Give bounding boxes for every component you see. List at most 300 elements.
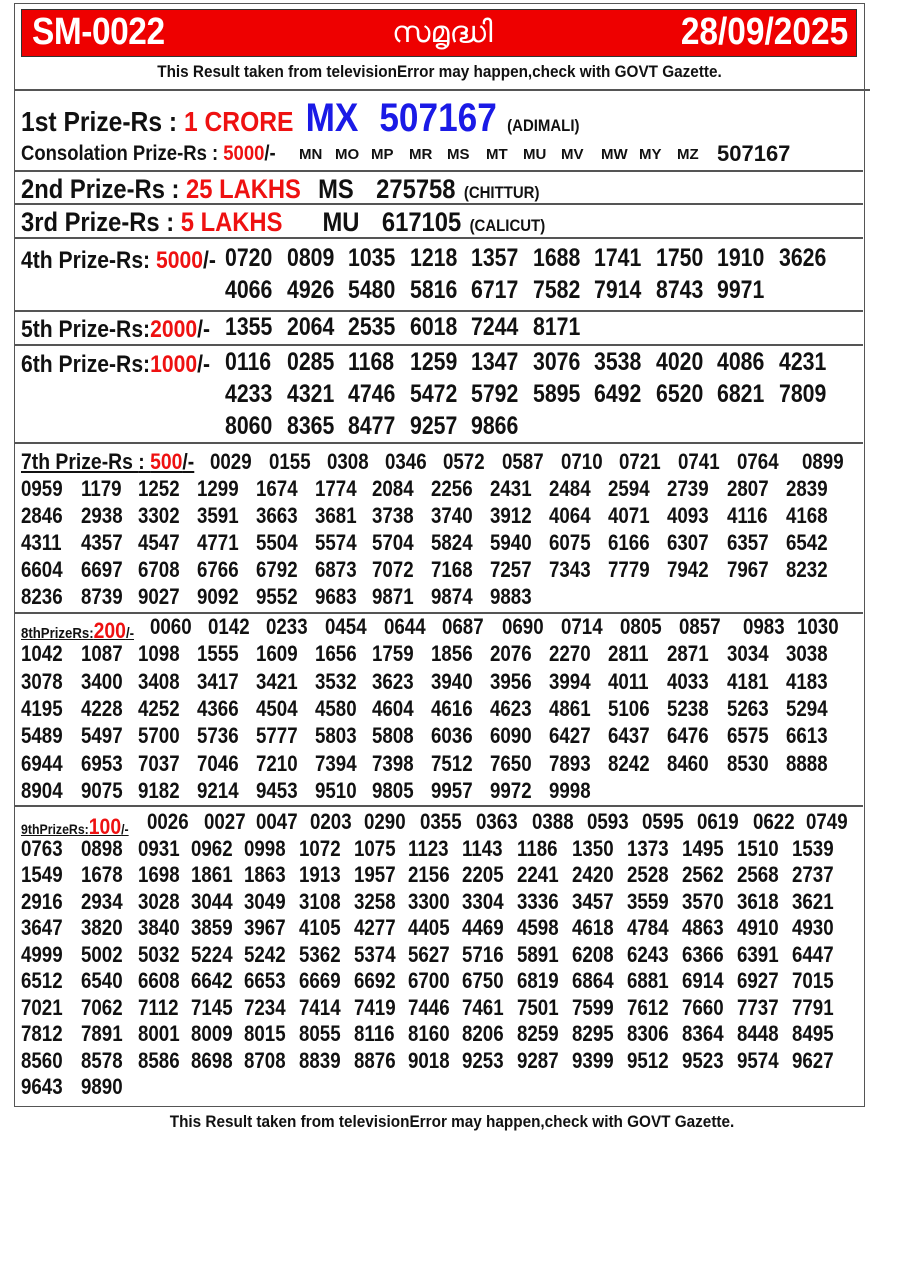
- prize-number: 3859: [191, 915, 233, 940]
- prize-number: 2839: [786, 476, 828, 501]
- prize-number: 5472: [409, 380, 457, 408]
- prize-number: 3532: [315, 668, 357, 694]
- prize-number: 0998: [244, 835, 286, 861]
- prize-number: 6018: [409, 313, 457, 341]
- prize-number: 7914: [594, 276, 642, 304]
- prize-number: 3591: [197, 503, 239, 528]
- prize-number: 1774: [315, 476, 357, 501]
- prize-number: 0721: [619, 449, 661, 474]
- prize-number: 2528: [627, 862, 669, 887]
- prize-number: 9871: [372, 584, 414, 609]
- prize-number: 3304: [462, 888, 504, 914]
- consolation-series: MY: [639, 146, 662, 163]
- prize-number: 6542: [786, 530, 828, 555]
- second-prize-label: 2nd Prize-Rs :: [21, 174, 187, 204]
- prize-number: 5504: [256, 530, 298, 555]
- prize-number: 4616: [431, 695, 473, 721]
- consolation-series: MW: [601, 146, 628, 163]
- consolation-label: Consolation Prize-Rs :: [21, 142, 224, 165]
- sixth-prize-label: 6th Prize-Rs:: [21, 351, 151, 378]
- prize-number: 6090: [490, 723, 532, 749]
- prize-number: 4366: [197, 695, 239, 721]
- prize-number: 7021: [21, 994, 63, 1020]
- consolation-series: MR: [409, 146, 433, 163]
- third-prize-label: 3rd Prize-Rs :: [21, 207, 181, 237]
- prize-number: 7419: [354, 994, 396, 1020]
- prize-number: 5497: [81, 723, 123, 749]
- prize-number: 8001: [138, 1021, 180, 1046]
- prize-number: 7779: [608, 557, 650, 582]
- prize-number: 9253: [462, 1047, 504, 1073]
- prize-number: 6750: [462, 968, 504, 993]
- prize-number: 6692: [354, 968, 396, 993]
- prize-number: 6366: [682, 941, 724, 967]
- prize-number: 3034: [727, 641, 769, 667]
- prize-number: 4405: [408, 915, 450, 940]
- prize-number: 1218: [409, 244, 457, 272]
- prize-number: 2431: [490, 476, 532, 501]
- prize-number: 0047: [256, 809, 298, 834]
- prize-number: 0857: [679, 614, 721, 639]
- prize-number: 6166: [608, 530, 650, 555]
- prize-number: 2241: [517, 862, 559, 887]
- prize-number: 4086: [717, 348, 765, 376]
- prize-number: 1350: [572, 835, 614, 861]
- prize-number: 4011: [608, 668, 649, 694]
- prize-number: 2871: [667, 641, 709, 667]
- first-prize-row: [21, 96, 656, 141]
- prize-number: 3300: [408, 888, 450, 914]
- prize-number: 1035: [348, 244, 396, 272]
- prize-number: 9866: [471, 412, 519, 440]
- prize-number: 8295: [572, 1021, 614, 1046]
- ninth-prize-amount: 100: [88, 814, 122, 839]
- prize-number: 8242: [608, 750, 650, 776]
- prize-number: 1042: [21, 641, 63, 667]
- prize-number: 2064: [286, 313, 334, 341]
- disclaimer-bottom: This Result taken from televisionError may happen,check with GOVT Gazette.: [169, 1112, 735, 1131]
- second-prize-number: 275758: [376, 174, 456, 204]
- prize-number: 0026: [147, 809, 189, 834]
- third-prize-row: [21, 207, 617, 238]
- prize-number: 5002: [81, 941, 123, 967]
- prize-number: 6492: [594, 380, 642, 408]
- prize-number: 1143: [462, 835, 503, 861]
- prize-number: 1910: [717, 244, 765, 272]
- prize-number: 8460: [667, 750, 709, 776]
- prize-number: 4999: [21, 941, 63, 967]
- draw-code: SM-0022: [32, 11, 165, 53]
- prize-number: 0363: [476, 809, 518, 834]
- prize-number: 8015: [244, 1021, 286, 1046]
- prize-number: 9214: [197, 777, 239, 803]
- consolation-series: MN: [299, 146, 323, 163]
- prize-number: 2737: [792, 862, 834, 887]
- prize-number: 9890: [81, 1074, 123, 1099]
- prize-number: 9627: [792, 1047, 834, 1073]
- prize-number: 5891: [517, 941, 559, 967]
- sixth-prize-label-row: [21, 351, 236, 379]
- prize-number: 9018: [408, 1047, 450, 1073]
- prize-number: 1186: [517, 835, 558, 861]
- prize-number: 4623: [490, 695, 532, 721]
- prize-number: 5238: [667, 695, 709, 721]
- prize-number: 6520: [655, 380, 703, 408]
- divider: [15, 170, 863, 172]
- prize-number: 4233: [225, 380, 273, 408]
- prize-number: 6953: [81, 750, 123, 776]
- prize-number: 5777: [256, 723, 298, 749]
- prize-number: 4321: [286, 380, 334, 408]
- prize-number: 3302: [138, 503, 180, 528]
- prize-number: 4105: [299, 915, 341, 940]
- prize-number: 6914: [682, 968, 724, 993]
- prize-number: 2256: [431, 476, 473, 501]
- prize-number: 5106: [608, 695, 650, 721]
- prize-number: 4746: [348, 380, 396, 408]
- prize-number: 4277: [354, 915, 396, 940]
- prize-number: 3967: [244, 915, 286, 940]
- prize-number: 3940: [431, 668, 473, 694]
- prize-number: 2076: [490, 641, 532, 667]
- divider: [15, 612, 863, 614]
- prize-number: 2084: [372, 476, 414, 501]
- prize-number: 1299: [197, 476, 239, 501]
- prize-number: 2484: [549, 476, 591, 501]
- prize-number: 8365: [286, 412, 334, 440]
- prize-number: 1168: [348, 348, 395, 376]
- prize-number: 1030: [797, 614, 839, 639]
- prize-number: 3078: [21, 668, 63, 694]
- prize-number: 4357: [81, 530, 123, 555]
- third-prize-amount: 5 LAKHS: [180, 207, 283, 237]
- prize-number: 0285: [286, 348, 334, 376]
- prize-number: 8236: [21, 584, 63, 609]
- prize-number: 4469: [462, 915, 504, 940]
- prize-number: 4181: [727, 668, 769, 694]
- prize-number: 5489: [21, 723, 63, 749]
- prize-number: 0203: [310, 809, 352, 834]
- prize-number: 5803: [315, 723, 357, 749]
- prize-number: 5224: [191, 941, 233, 967]
- first-prize-number: 507167: [379, 96, 497, 140]
- prize-number: 3912: [490, 503, 532, 528]
- prize-number: 1098: [138, 641, 180, 667]
- prize-number: 7210: [256, 750, 298, 776]
- prize-number: 4771: [197, 530, 239, 555]
- prize-number: 8708: [244, 1047, 286, 1073]
- prize-number: 7501: [517, 994, 559, 1020]
- eighth-prize-amount: 200: [93, 618, 126, 643]
- prize-number: 1656: [315, 641, 357, 667]
- prize-number: 8560: [21, 1047, 63, 1073]
- prize-number: 2739: [667, 476, 709, 501]
- prize-number: 1609: [256, 641, 298, 667]
- prize-number: 6944: [21, 750, 63, 776]
- prize-number: 3028: [138, 888, 180, 914]
- prize-number: 3820: [81, 915, 123, 940]
- prize-number: 6708: [138, 557, 180, 582]
- prize-number: 8232: [786, 557, 828, 582]
- seventh-prize-amount: 500: [150, 449, 183, 474]
- prize-number: 5808: [372, 723, 414, 749]
- prize-number: 7809: [778, 380, 826, 408]
- prize-number: 1357: [471, 244, 519, 272]
- eighth-prize-label-row: [21, 618, 149, 644]
- prize-number: 6613: [786, 723, 828, 749]
- prize-number: 6819: [517, 968, 559, 993]
- prize-number: 6697: [81, 557, 123, 582]
- prize-number: 9523: [682, 1047, 724, 1073]
- prize-number: 6717: [471, 276, 519, 304]
- prize-number: 8904: [21, 777, 63, 803]
- prize-number: 8530: [727, 750, 769, 776]
- third-prize-series: MU: [322, 207, 360, 237]
- prize-number: 0619: [697, 809, 739, 834]
- prize-number: 1252: [138, 476, 180, 501]
- prize-number: 1495: [682, 835, 724, 861]
- consolation-series: MT: [486, 146, 508, 163]
- prize-number: 8578: [81, 1047, 123, 1073]
- prize-number: 4168: [786, 503, 828, 528]
- prize-number: 7791: [792, 994, 834, 1020]
- divider: [15, 344, 863, 346]
- prize-number: 7461: [462, 994, 504, 1020]
- prize-number: 6075: [549, 530, 591, 555]
- prize-number: 0983: [743, 614, 785, 639]
- prize-number: 8586: [138, 1047, 180, 1073]
- prize-number: 0714: [561, 614, 603, 639]
- prize-number: 6307: [667, 530, 709, 555]
- prize-number: 0899: [802, 449, 844, 474]
- prize-number: 2934: [81, 888, 123, 914]
- consolation-number: 507167: [717, 141, 791, 166]
- prize-number: 8160: [408, 1021, 450, 1046]
- prize-number: 3258: [354, 888, 396, 914]
- prize-number: 7942: [667, 557, 709, 582]
- prize-number: 6575: [727, 723, 769, 749]
- prize-number: 2270: [549, 641, 591, 667]
- prize-number: 1539: [792, 835, 834, 861]
- prize-number: 8306: [627, 1021, 669, 1046]
- prize-number: 4311: [21, 530, 62, 555]
- prize-number: 5816: [409, 276, 457, 304]
- prize-number: 1373: [627, 835, 669, 861]
- prize-number: 3408: [138, 668, 180, 694]
- eighth-prize-suffix: /-: [125, 625, 135, 642]
- header-banner: [21, 9, 857, 57]
- prize-number: 9805: [372, 777, 414, 803]
- prize-number: 7244: [471, 313, 519, 341]
- prize-number: 8739: [81, 584, 123, 609]
- prize-number: 2594: [608, 476, 650, 501]
- prize-number: 4020: [655, 348, 703, 376]
- first-prize-amount: 1 CRORE: [183, 106, 294, 137]
- prize-number: 0355: [420, 809, 462, 834]
- prize-number: 3621: [792, 888, 834, 914]
- prize-number: 6447: [792, 941, 834, 967]
- prize-number: 1759: [372, 641, 414, 667]
- prize-number: 0060: [150, 614, 192, 639]
- prize-number: 4228: [81, 695, 123, 721]
- prize-number: 8259: [517, 1021, 559, 1046]
- prize-number: 0644: [384, 614, 426, 639]
- prize-number: 5374: [354, 941, 396, 967]
- prize-number: 9453: [256, 777, 298, 803]
- prize-number: 7046: [197, 750, 239, 776]
- prize-number: 9972: [490, 777, 532, 803]
- prize-number: 0290: [364, 809, 406, 834]
- prize-number: 0454: [325, 614, 367, 639]
- fourth-prize-suffix: /-: [202, 247, 216, 274]
- prize-number: 9092: [197, 584, 239, 609]
- prize-number: 9257: [409, 412, 457, 440]
- prize-number: 8116: [354, 1021, 395, 1046]
- consolation-series: MV: [561, 146, 584, 163]
- prize-number: 7512: [431, 750, 473, 776]
- prize-number: 3076: [532, 348, 580, 376]
- lottery-name: സമൃദ്ധി: [392, 16, 493, 49]
- prize-number: 1750: [655, 244, 703, 272]
- prize-number: 3647: [21, 915, 63, 940]
- prize-number: 8477: [348, 412, 396, 440]
- prize-number: 4598: [517, 915, 559, 940]
- prize-number: 0622: [753, 809, 795, 834]
- prize-number: 0690: [502, 614, 544, 639]
- prize-number: 7062: [81, 994, 123, 1020]
- prize-number: 5032: [138, 941, 180, 967]
- prize-number: 0749: [806, 809, 848, 834]
- prize-number: 0593: [587, 809, 629, 834]
- prize-number: 3417: [197, 668, 239, 694]
- prize-number: 4547: [138, 530, 180, 555]
- ninth-prize-label: 9thPrizeRs:: [21, 821, 89, 837]
- prize-number: 7612: [627, 994, 669, 1020]
- draw-date: 28/09/2025: [680, 11, 848, 53]
- fifth-prize-amount: 2000: [150, 316, 198, 343]
- prize-number: 4195: [21, 695, 63, 721]
- third-prize-place: (CALICUT): [469, 216, 546, 235]
- prize-number: 4093: [667, 503, 709, 528]
- prize-number: 0809: [286, 244, 334, 272]
- prize-number: 7967: [727, 557, 769, 582]
- prize-number: 1674: [256, 476, 298, 501]
- consolation-series: MP: [371, 146, 394, 163]
- prize-number: 3994: [549, 668, 591, 694]
- prize-number: 4784: [627, 915, 669, 940]
- third-prize-number: 617105: [381, 207, 462, 237]
- prize-number: 2562: [682, 862, 724, 887]
- prize-number: 3663: [256, 503, 298, 528]
- prize-number: 9998: [549, 777, 591, 803]
- prize-number: 1957: [354, 862, 396, 887]
- prize-number: 9512: [627, 1047, 669, 1073]
- prize-number: 3626: [778, 244, 826, 272]
- prize-number: 1123: [408, 835, 449, 861]
- prize-number: 6766: [197, 557, 239, 582]
- prize-number: 5480: [348, 276, 396, 304]
- prize-number: 4064: [549, 503, 591, 528]
- prize-number: 4231: [778, 348, 826, 376]
- prize-number: 8448: [737, 1021, 779, 1046]
- prize-number: 0027: [204, 809, 246, 834]
- prize-number: 9874: [431, 584, 473, 609]
- prize-number: 0346: [385, 449, 427, 474]
- prize-number: 2807: [727, 476, 769, 501]
- prize-number: 4604: [372, 695, 414, 721]
- prize-number: 5627: [408, 941, 450, 967]
- prize-number: 0155: [269, 449, 311, 474]
- prize-number: 7015: [792, 968, 834, 993]
- prize-number: 7599: [572, 994, 614, 1020]
- prize-number: 3738: [372, 503, 414, 528]
- divider: [15, 203, 863, 205]
- prize-number: 1510: [737, 835, 779, 861]
- prize-number: 5362: [299, 941, 341, 967]
- prize-number: 4861: [549, 695, 591, 721]
- prize-number: 9075: [81, 777, 123, 803]
- prize-number: 3049: [244, 888, 286, 914]
- prize-number: 8206: [462, 1021, 504, 1046]
- prize-number: 1549: [21, 862, 63, 887]
- prize-number: 9574: [737, 1047, 779, 1073]
- prize-number: 6391: [737, 941, 779, 967]
- prize-number: 6642: [191, 968, 233, 993]
- prize-number: 6927: [737, 968, 779, 993]
- prize-number: 3457: [572, 888, 614, 914]
- prize-number: 1075: [354, 835, 396, 861]
- consolation-series: MZ: [677, 146, 699, 163]
- prize-number: 8364: [682, 1021, 724, 1046]
- prize-number: 1741: [594, 244, 642, 272]
- prize-number: 0741: [678, 449, 720, 474]
- prize-number: 7660: [682, 994, 724, 1020]
- consolation-amount: 5000: [223, 142, 265, 165]
- prize-number: 3956: [490, 668, 532, 694]
- prize-number: 5700: [138, 723, 180, 749]
- prize-number: 4033: [667, 668, 709, 694]
- prize-number: 0763: [21, 835, 63, 861]
- prize-number: 8060: [225, 412, 273, 440]
- first-prize-place: (ADIMALI): [507, 116, 580, 135]
- prize-number: 7394: [315, 750, 357, 776]
- prize-number: 4252: [138, 695, 180, 721]
- prize-number: 9510: [315, 777, 357, 803]
- prize-number: 2156: [408, 862, 450, 887]
- prize-number: 6604: [21, 557, 63, 582]
- prize-number: 1688: [532, 244, 580, 272]
- prize-number: 6700: [408, 968, 450, 993]
- seventh-prize-label-row: [21, 449, 218, 475]
- prize-number: 0764: [737, 449, 779, 474]
- prize-number: 3336: [517, 888, 559, 914]
- prize-number: 5940: [490, 530, 532, 555]
- prize-number: 0962: [191, 835, 233, 861]
- prize-number: 7891: [81, 1021, 123, 1046]
- prize-number: 6792: [256, 557, 298, 582]
- prize-number: 0595: [642, 809, 684, 834]
- prize-number: 7398: [372, 750, 414, 776]
- prize-number: 6873: [315, 557, 357, 582]
- prize-number: 8055: [299, 1021, 341, 1046]
- prize-number: 1856: [431, 641, 473, 667]
- prize-number: 7446: [408, 994, 450, 1020]
- prize-number: 1913: [299, 862, 341, 887]
- prize-number: 6669: [299, 968, 341, 993]
- prize-number: 8876: [354, 1047, 396, 1073]
- prize-number: 2205: [462, 862, 504, 887]
- prize-number: 7650: [490, 750, 532, 776]
